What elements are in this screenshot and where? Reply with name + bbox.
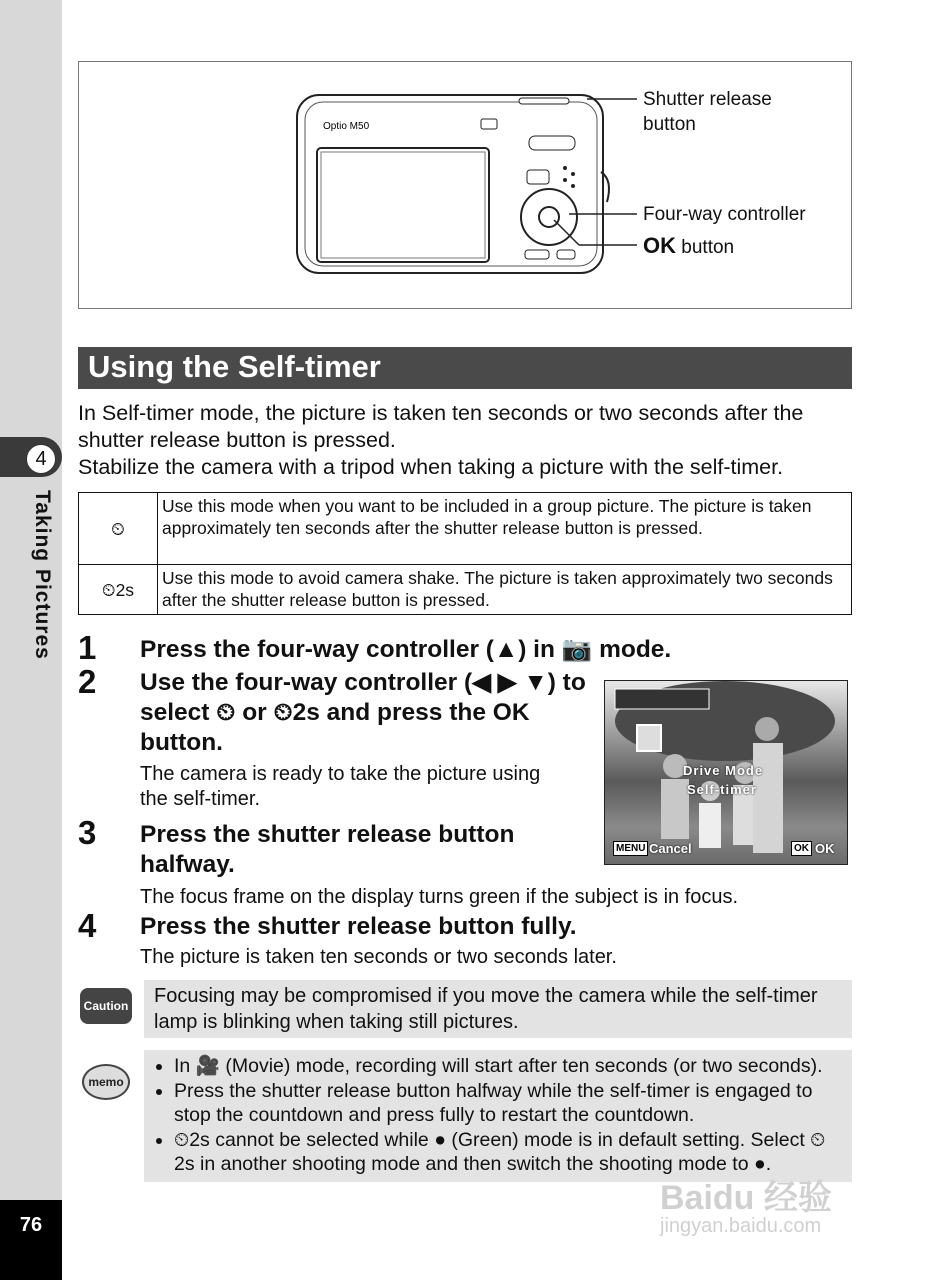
page-number: 76 xyxy=(0,1200,62,1280)
step-2-number: 2 xyxy=(78,663,97,700)
watermark-logo: Baidu 经验 xyxy=(660,1179,832,1217)
step-3-title: Press the shutter release button halfway. xyxy=(140,821,515,878)
section-title: Using the Self-timer xyxy=(78,347,852,389)
intro-text xyxy=(78,400,868,481)
shutter-release-label: Shutter release button xyxy=(643,89,772,135)
step-3-text: The focus frame on the display turns green if the subject is in focus. xyxy=(140,886,739,908)
camera-screen-image xyxy=(604,680,848,865)
ok-button-label xyxy=(643,233,734,260)
caution-note: Focusing may be compromised if you move the camera while the self-timer lamp is blinking when taking still pictures. xyxy=(144,980,852,1038)
memo-icon: memo xyxy=(82,1064,130,1100)
chapter-title: Taking Pictures xyxy=(31,490,54,660)
intro-paragraph-2: Stabilize the camera with a tripod when taking a picture with the self-timer. xyxy=(78,455,784,479)
intro-paragraph-1: In Self-timer mode, the picture is taken ten seconds or two seconds after the shutter release button is pressed. xyxy=(78,401,804,452)
step-2-title: Use the four-way controller (◀ ▶ ▼) to select ⏲ or ⏲2s and press the OK button. xyxy=(140,669,586,756)
ok-button-label-text: button xyxy=(676,237,735,258)
screen-cancel-text: Cancel xyxy=(649,841,692,856)
screen-self-timer-text: Self-timer xyxy=(687,782,757,797)
menu-key-icon: MENU xyxy=(613,841,648,856)
self-timer-modes-table xyxy=(78,492,852,615)
self-timer-10s-icon: ⏲ xyxy=(79,493,158,565)
memo-item: • ⏲2s cannot be selected while ● (Green) mode is in default setting. Select ⏲2s in another shooting mode and then switch the shooting mode to ●. xyxy=(174,1128,842,1177)
caution-icon: Caution xyxy=(80,988,132,1024)
mode-description: Use this mode when you want to be included in a group picture. The picture is taken approximately ten seconds after the shutter release button is pressed. xyxy=(158,493,852,565)
ok-key-icon: OK xyxy=(791,841,812,856)
step-4-text: The picture is taken ten seconds or two seconds later. xyxy=(140,946,617,968)
camera-brand-text: Optio M50 xyxy=(323,121,370,132)
chapter-number: 4 xyxy=(26,444,56,474)
step-3-number: 3 xyxy=(78,814,97,851)
table-row xyxy=(79,493,852,565)
self-timer-2s-icon: ⏲2s xyxy=(79,565,158,615)
table-row xyxy=(79,565,852,615)
ok-glyph: OK xyxy=(643,233,676,258)
four-way-controller-label: Four-way controller xyxy=(643,204,806,225)
memo-item: • Press the shutter release button halfway while the self-timer is engaged to stop the countdown and press fully to restart the countdown. xyxy=(174,1079,842,1128)
mode-description: Use this mode to avoid camera shake. The picture is taken approximately two seconds after the shutter release button is pressed. xyxy=(158,565,852,615)
memo-note xyxy=(144,1050,852,1182)
step-1-number: 1 xyxy=(78,629,97,666)
screen-ok-text: OK xyxy=(815,841,835,856)
step-4-number: 4 xyxy=(78,907,97,944)
watermark-url: jingyan.baidu.com xyxy=(660,1215,822,1237)
memo-item: • In 🎥 (Movie) mode, recording will start after ten seconds (or two seconds). xyxy=(174,1054,842,1079)
step-1-title: Press the four-way controller (▲) in 📷 mode. xyxy=(140,636,672,663)
step-4-title: Press the shutter release button fully. xyxy=(140,913,577,940)
camera-figure xyxy=(78,61,852,309)
screen-drive-mode-text: Drive Mode xyxy=(683,763,764,778)
step-2-text: The camera is ready to take the picture using the self-timer. xyxy=(140,763,541,810)
